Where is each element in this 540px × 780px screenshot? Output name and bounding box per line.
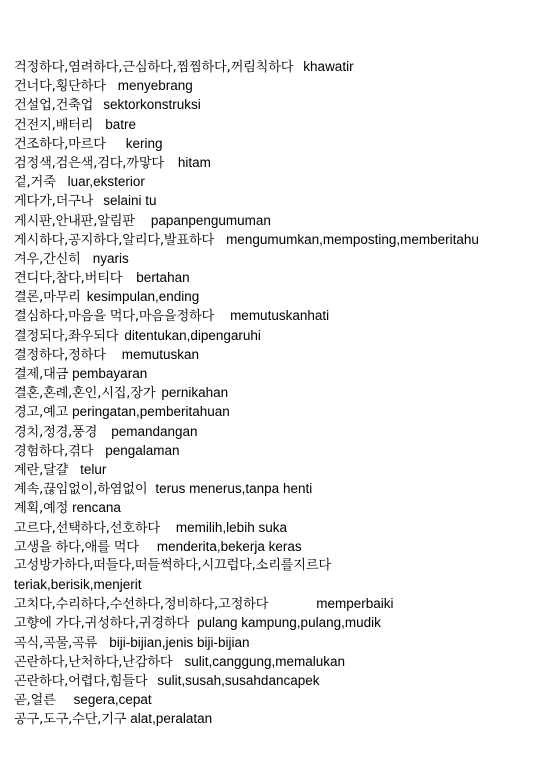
indonesian-translation: teriak,berisik,menjerit xyxy=(14,577,142,593)
indonesian-translation: papanpengumuman xyxy=(150,212,271,228)
indonesian-translation: hitam xyxy=(177,154,211,170)
korean-term: 곡식,곡물,곡류 xyxy=(14,635,98,651)
indonesian-translation: kering xyxy=(125,135,163,151)
indonesian-translation: pernikahan xyxy=(161,385,229,401)
vocab-entry xyxy=(14,383,540,402)
korean-term: 결정하다,정하다 xyxy=(14,347,106,363)
indonesian-translation: menyebrang xyxy=(117,78,193,94)
indonesian-translation: memilih,lebih suka xyxy=(175,519,287,535)
indonesian-translation: kesimpulan,ending xyxy=(86,289,200,305)
vocab-entry xyxy=(14,498,540,517)
vocab-entry xyxy=(14,575,540,594)
vocab-entry xyxy=(14,671,540,690)
indonesian-translation: bertahan xyxy=(136,270,190,286)
korean-term: 걱정하다,염려하다,근심하다,찜찜하다,꺼림칙하다 xyxy=(14,60,294,75)
indonesian-translation: pemandangan xyxy=(111,423,198,439)
vocab-entry xyxy=(14,95,540,114)
korean-term: 결정되다,좌우되다 xyxy=(14,328,119,344)
vocab-entry xyxy=(14,268,540,287)
korean-term: 고르다,선택하다,선호하다 xyxy=(14,520,160,536)
korean-term: 고향에 가다,귀성하다,귀경하다 xyxy=(14,616,189,632)
korean-term: 고성방가하다,떠들다,떠들썩하다,시끄럽다,소리를지르다 xyxy=(14,557,331,573)
korean-term: 견디다,참다,버티다 xyxy=(14,271,123,287)
indonesian-translation: nyaris xyxy=(92,250,129,266)
indonesian-translation: pembayaran xyxy=(72,366,148,381)
vocab-entry xyxy=(14,422,540,441)
vocab-entry xyxy=(14,364,540,383)
indonesian-translation: sulit,canggung,memalukan xyxy=(184,653,346,669)
indonesian-translation: pengalaman xyxy=(105,442,180,458)
vocab-entry xyxy=(14,633,540,652)
korean-term: 계획,예정 xyxy=(14,501,69,517)
vocab-entry xyxy=(14,709,540,728)
indonesian-translation: biji-bijian,jenis biji-bijian xyxy=(109,634,250,650)
korean-term: 건전지,배터리 xyxy=(14,117,94,133)
vocab-entry xyxy=(14,613,540,632)
korean-term: 결심하다,마음을 먹다,마음을정하다 xyxy=(14,309,215,325)
vocab-entry xyxy=(14,594,540,613)
korean-term: 겉,거죽 xyxy=(14,175,56,191)
indonesian-translation: alat,peralatan xyxy=(130,711,213,727)
indonesian-translation: rencana xyxy=(72,500,121,516)
korean-term: 경치,정경,풍경 xyxy=(14,424,98,440)
indonesian-translation: peringatan,pemberitahuan xyxy=(72,404,230,420)
vocab-entry xyxy=(14,211,540,230)
indonesian-translation: memperbaiki xyxy=(316,596,394,612)
korean-term: 곤란하다,난처하다,난감하다 xyxy=(14,654,173,670)
vocab-entry xyxy=(14,460,540,479)
vocab-entry xyxy=(14,306,540,325)
vocab-entry xyxy=(14,249,540,268)
indonesian-translation: mengumumkan,memposting,memberitahu xyxy=(226,231,479,247)
indonesian-translation: luar,eksterior xyxy=(67,174,145,190)
korean-term: 결제,대금 xyxy=(14,367,69,382)
vocab-entry xyxy=(14,441,540,460)
vocab-entry xyxy=(14,57,540,76)
vocab-entry xyxy=(14,115,540,134)
indonesian-translation: terus menerus,tanpa henti xyxy=(155,481,313,497)
korean-term: 검정색,검은색,검다,까맣다 xyxy=(14,155,164,171)
vocab-entry xyxy=(14,326,540,345)
vocab-entry xyxy=(14,230,540,249)
vocab-entry xyxy=(14,76,540,95)
korean-term: 곤란하다,어렵다,힘들다 xyxy=(14,674,148,689)
korean-term: 건너다,횡단하다 xyxy=(14,79,106,95)
indonesian-translation: sektorkonstruksi xyxy=(103,97,201,113)
vocab-entry xyxy=(14,537,540,556)
indonesian-translation: menderita,bekerja keras xyxy=(156,538,302,554)
indonesian-translation: memutuskan xyxy=(121,346,200,362)
indonesian-translation: pulang kampung,pulang,mudik xyxy=(196,615,381,631)
korean-term: 계란,달걀 xyxy=(14,462,69,478)
indonesian-translation: sulit,susah,susahdancapek xyxy=(157,673,320,688)
indonesian-translation: memutuskanhati xyxy=(230,308,330,324)
korean-term: 경고,예고 xyxy=(14,405,69,421)
vocab-entry xyxy=(14,402,540,421)
vocab-entry xyxy=(14,652,540,671)
vocab-entry xyxy=(14,134,540,153)
vocab-entry xyxy=(14,518,540,537)
korean-term: 공구,도구,수단,기구 xyxy=(14,712,127,728)
korean-term: 고치다,수리하다,수선하다,정비하다,고정하다 xyxy=(14,597,269,613)
korean-term: 게시판,안내판,알림판 xyxy=(14,213,135,229)
korean-term: 겨우,간신히 xyxy=(14,251,81,267)
indonesian-translation: ditentukan,dipengaruhi xyxy=(124,327,261,343)
indonesian-translation: telur xyxy=(80,461,107,477)
vocab-entry xyxy=(14,172,540,191)
korean-term: 게다가,더구나 xyxy=(14,194,94,210)
vocab-entry xyxy=(14,287,540,306)
korean-term: 건조하다,마르다 xyxy=(14,136,106,152)
korean-term: 결혼,혼례,혼인,시집,장가 xyxy=(14,386,156,402)
vocab-entry xyxy=(14,345,540,364)
korean-term: 고생을 하다,애를 먹다 xyxy=(14,539,139,555)
korean-term: 게시하다,공지하다,알리다,발표하다 xyxy=(14,232,215,248)
vocab-entry xyxy=(14,690,540,709)
korean-term: 곧,얼른 xyxy=(14,693,56,709)
indonesian-translation: khawatir xyxy=(303,59,354,74)
vocab-entry xyxy=(14,479,540,498)
korean-term: 경험하다,겪다 xyxy=(14,443,94,459)
vocab-entry xyxy=(14,153,540,172)
indonesian-translation: selaini tu xyxy=(103,193,157,209)
korean-term: 결론,마무리 xyxy=(14,290,81,306)
korean-term: 계속,끊임없이,하염없이 xyxy=(14,482,148,498)
vocab-entry xyxy=(14,556,540,575)
korean-term: 건설업,건축업 xyxy=(14,98,94,114)
vocab-entry xyxy=(14,191,540,210)
indonesian-translation: segera,cepat xyxy=(73,692,152,708)
vocabulary-document xyxy=(14,57,540,729)
indonesian-translation: batre xyxy=(105,116,137,132)
